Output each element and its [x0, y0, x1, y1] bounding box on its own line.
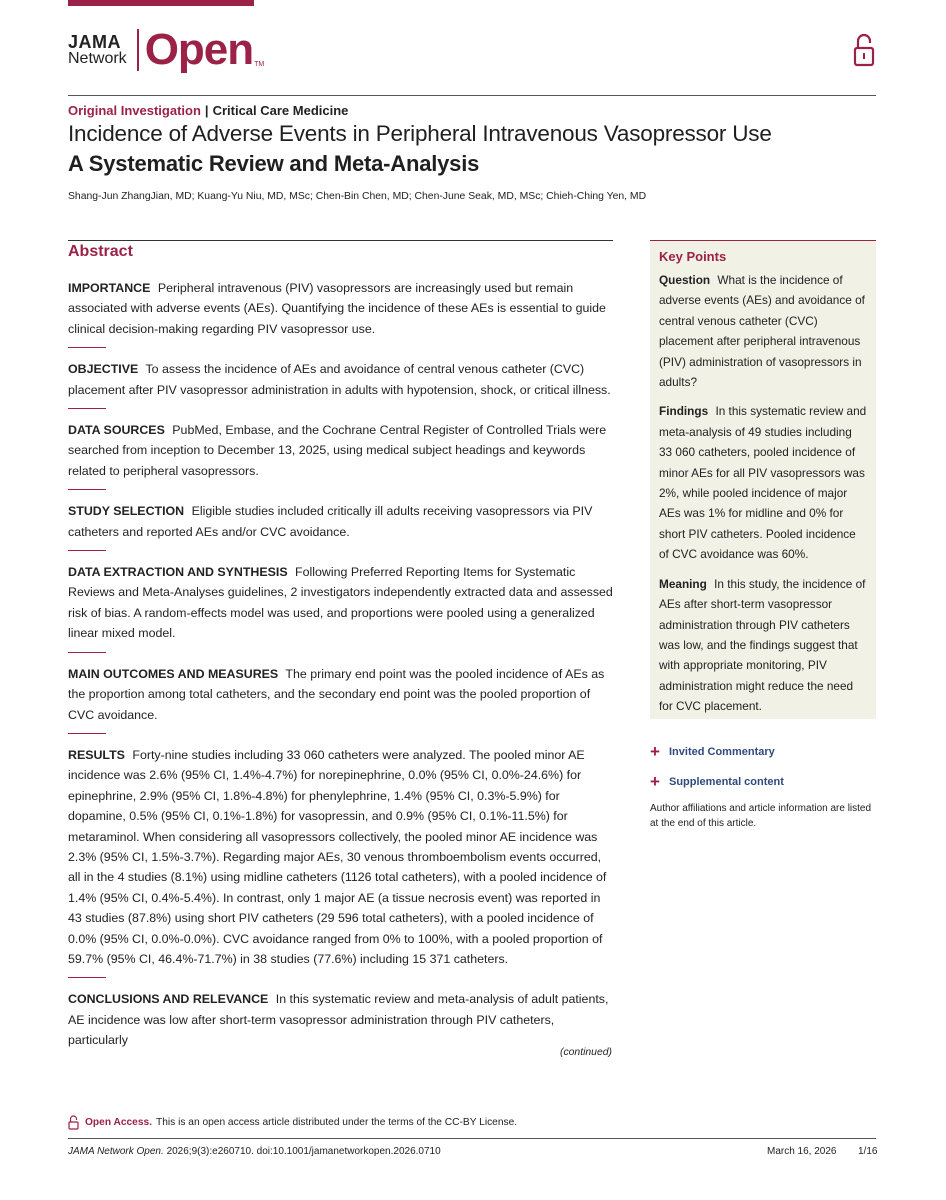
plus-icon: + — [650, 772, 660, 791]
section-divider — [68, 550, 106, 551]
abstract-results — [68, 745, 613, 969]
logo-jama: JAMA — [68, 32, 122, 52]
key-point-findings — [659, 401, 867, 564]
invited-commentary-link[interactable] — [650, 743, 775, 760]
section-text: The primary end point was the pooled incidence of AEs as the proportion among total catheters, and the secondary end point was the pooled proportion of CVC avoidance. — [68, 666, 605, 722]
section-text: PubMed, Embase, and the Cochrane Central Register of Controlled Trials were searched from inception to December 13, 2025, using medical subject headings and keywords related to peripheral vasopressors. — [68, 423, 607, 478]
open-access-label: Open Access. — [85, 1117, 153, 1128]
section-divider — [68, 733, 106, 734]
abstract-data-extraction — [68, 562, 613, 644]
section-label: IMPORTANCE — [68, 281, 151, 295]
header-rule — [68, 95, 876, 96]
section-text: Peripheral intravenous (PIV) vasopressors are increasingly used but remain associated with adverse events (AEs). Quantifying the incidence of these AEs is essential to guide clinical decision-making regarding PIV vasopressor use. — [68, 281, 606, 336]
section-text: In this systematic review and meta-analysis of adult patients, AE incidence was low after short-term vasopressor administration through PIV catheters, particularly — [68, 992, 609, 1048]
section-text: Eligible studies included critically ill adults receiving vasopressors via PIV catheters and reported AEs and/or CVC avoidance. — [68, 504, 593, 539]
abstract-study-selection — [68, 501, 613, 542]
article-type: Original Investigation — [68, 103, 201, 118]
open-access-lock-icon — [68, 1115, 79, 1130]
footer-citation — [68, 1146, 441, 1157]
section-label: DATA EXTRACTION AND SYNTHESIS — [68, 565, 288, 580]
abstract-importance — [68, 278, 613, 339]
section-label: OBJECTIVE — [68, 362, 139, 377]
logo-trademark: TM — [254, 61, 265, 68]
author-list: Shang-Jun ZhangJian, MD; Kuang-Yu Niu, MD, MSc; Chen-Bin Chen, MD; Chen-June Seak, MD, MSc; Chieh-Ching Yen, MD — [68, 191, 647, 202]
abstract-heading: Abstract — [68, 243, 133, 260]
section-text: Forty-nine studies including 33 060 catheters were analyzed. The pooled minor AE incidence was 2.6% (95% CI, 1.4%-4.7%) for norepinephrine, 0.0% (95% CI, 0.0%-24.6%) for epinephrine, 2.9% (95% CI, 1.8%-4.8%) for phenylephrine, 1.4% (95% CI, 0.3%-5.9%) for dopamine, 0.5% (95% CI, 0.1%-1.8%) for vasopressin, and 0.9% (95% CI, 0.1%-11.5%) for metaraminol. When considering all vasopressors collectively, the pooled minor AE incidence was 2.3% (95% CI, 1.5%-3.7%). Regarding major AEs, 30 venous thromboembolism events occurred, all in the 4 studies (8.1%) using midline catheters (1126 total catheters), with a pooled incidence of 1.4% (95% CI, 0.4%-5.4%). In contrast, only 1 major AE (a tissue necrosis event) was reported in 43 studies (87.8%) using short PIV catheters (29 596 total catheters), with a pooled incidence of 0.0% (95% CI, 0.0%-0.0%). CVC avoidance ranged from 0% to 100%, with a pooled proportion of 59.7% (95% CI, 46.4%-71.7%) in 38 studies (77.6%) including 15 371 catheters. — [68, 747, 607, 966]
abstract-main-outcomes — [68, 664, 613, 725]
footer-journal: JAMA Network Open. — [68, 1146, 164, 1157]
section-divider — [68, 489, 106, 490]
logo-open: Open — [144, 25, 254, 74]
logo-divider — [137, 29, 139, 71]
supplemental-content-link[interactable] — [650, 773, 784, 790]
footer-rule — [68, 1138, 876, 1139]
key-point-meaning — [659, 574, 867, 717]
abstract-conclusions — [68, 989, 613, 1050]
page-number: 1/16 — [858, 1146, 878, 1157]
plus-icon: + — [650, 742, 660, 761]
open-access-text: This is an open access article distributed under the terms of the CC-BY License. — [156, 1117, 518, 1128]
section-label: CONCLUSIONS AND RELEVANCE — [68, 992, 269, 1007]
open-lock-icon — [853, 33, 875, 67]
footer-date: March 16, 2026 — [767, 1146, 837, 1157]
abstract-rule — [68, 240, 613, 241]
key-point-text: What is the incidence of adverse events (AEs) and avoidance of central venous catheter (CVC) placement after peripheral intravenous (PIV) administration of vasopressors in adults? — [659, 273, 865, 390]
article-subtitle: A Systematic Review and Meta-Analysis — [68, 151, 480, 176]
section-divider — [68, 652, 106, 653]
key-points-box — [650, 240, 876, 719]
key-point-label: Meaning — [659, 576, 707, 591]
logo-network: Network — [68, 50, 127, 67]
section-label: MAIN OUTCOMES AND MEASURES — [68, 666, 279, 681]
abstract-data-sources — [68, 420, 613, 481]
section-label: RESULTS — [68, 747, 125, 762]
section-divider — [68, 347, 106, 348]
invited-commentary-label: Invited Commentary — [669, 745, 775, 758]
section-divider — [68, 408, 106, 409]
key-point-question — [659, 270, 867, 392]
footer-doi: 2026;9(3):e260710. doi:10.1001/jamanetworkopen.2026.0710 — [166, 1146, 441, 1157]
section-label: DATA SOURCES — [68, 423, 165, 438]
article-specialty: Critical Care Medicine — [212, 103, 349, 118]
section-label: STUDY SELECTION — [68, 504, 185, 519]
top-accent-bar — [68, 0, 254, 6]
abstract-body — [68, 278, 613, 1051]
abstract-objective — [68, 359, 613, 400]
article-title: Incidence of Adverse Events in Peripheral Intravenous Vasopressor Use — [68, 121, 772, 146]
continued-note: (continued) — [560, 1047, 612, 1058]
section-separator: | — [204, 103, 209, 118]
section-text: To assess the incidence of AEs and avoidance of central venous catheter (CVC) placement after PIV vasopressor administration in adults with hypotension, shock, or critical illness. — [68, 362, 611, 397]
key-point-label: Findings — [659, 404, 709, 419]
author-affiliations-note: Author affiliations and article information are listed at the end of this article. — [650, 803, 872, 829]
section-text: Following Preferred Reporting Items for Systematic Reviews and Meta-Analyses guidelines, 2 investigators independently extracted data and assessed risk of bias. A random-effects model was used, and proportions were pooled using a generalized linear mixed model. — [68, 565, 613, 641]
jama-network-open-logo — [68, 26, 264, 74]
key-point-label: Question — [659, 273, 711, 287]
section-divider — [68, 977, 106, 978]
open-access-notice — [68, 1115, 517, 1130]
supplemental-content-label: Supplemental content — [669, 775, 784, 788]
article-section-line — [68, 103, 348, 118]
key-points-heading: Key Points — [659, 249, 727, 264]
key-point-text: In this study, the incidence of AEs after short-term vasopressor administration through PIV catheters was low, and the findings suggest that with appropriate monitoring, PIV administration might reduce the need for CVC placement. — [659, 576, 866, 714]
key-point-text: In this systematic review and meta-analysis of 49 studies including 33 060 catheters, pooled incidence of minor AEs for all PIV vasopressors was 2%, while pooled incidence of major AEs was 1% for midline and 0% for short PIV catheters. Pooled incidence of CVC avoidance was 60%. — [659, 404, 867, 562]
